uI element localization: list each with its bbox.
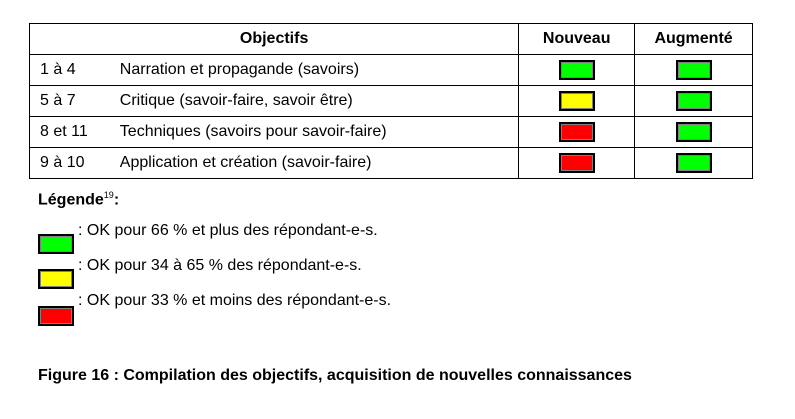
header-objectifs: Objectifs: [30, 24, 519, 55]
objectives-table: [29, 23, 753, 179]
legend-text: : OK pour 34 à 65 % des répondant-e-s.: [78, 257, 362, 274]
legend-swatch: [38, 234, 74, 254]
objective-range: 5 à 7: [30, 86, 120, 117]
objective-range: 9 à 10: [30, 148, 120, 179]
legend-title: [38, 190, 119, 209]
augmente-cell: [635, 117, 753, 148]
legend-colon: :: [113, 191, 120, 209]
status-swatch: [559, 153, 595, 173]
header-nouveau: Nouveau: [519, 24, 635, 55]
header-augmente: Augmenté: [635, 24, 753, 55]
objective-name: Critique (savoir-faire, savoir être): [120, 86, 519, 117]
figure-caption: Figure 16 : Compilation des objectifs, acquisition de nouvelles connaissances: [38, 367, 632, 384]
objective-range: 1 à 4: [30, 55, 120, 86]
legend-text: : OK pour 66 % et plus des répondant-e-s.: [78, 222, 378, 239]
objective-range: 8 et 11: [30, 117, 120, 148]
legend-text: : OK pour 33 % et moins des répondant-e-s.: [78, 292, 392, 309]
table-row: [30, 55, 753, 86]
status-swatch: [676, 122, 712, 142]
nouveau-cell: [519, 117, 635, 148]
table-header-row: [30, 24, 753, 55]
objective-name: Application et création (savoir-faire): [120, 148, 519, 179]
table-row: [30, 117, 753, 148]
nouveau-cell: [519, 148, 635, 179]
status-swatch: [676, 153, 712, 173]
augmente-cell: [635, 55, 753, 86]
table-row: [30, 86, 753, 117]
status-swatch: [559, 122, 595, 142]
legend-swatch: [38, 306, 74, 326]
objective-name: Narration et propagande (savoirs): [120, 55, 519, 86]
status-swatch: [559, 60, 595, 80]
table-row: [30, 148, 753, 179]
nouveau-cell: [519, 86, 635, 117]
augmente-cell: [635, 86, 753, 117]
legend-swatch: [38, 269, 74, 289]
status-swatch: [676, 60, 712, 80]
footnote-ref: 19: [103, 190, 114, 200]
legend-title-text: Légende: [38, 191, 104, 209]
augmente-cell: [635, 148, 753, 179]
status-swatch: [676, 91, 712, 111]
status-swatch: [559, 91, 595, 111]
nouveau-cell: [519, 55, 635, 86]
objective-name: Techniques (savoirs pour savoir-faire): [120, 117, 519, 148]
